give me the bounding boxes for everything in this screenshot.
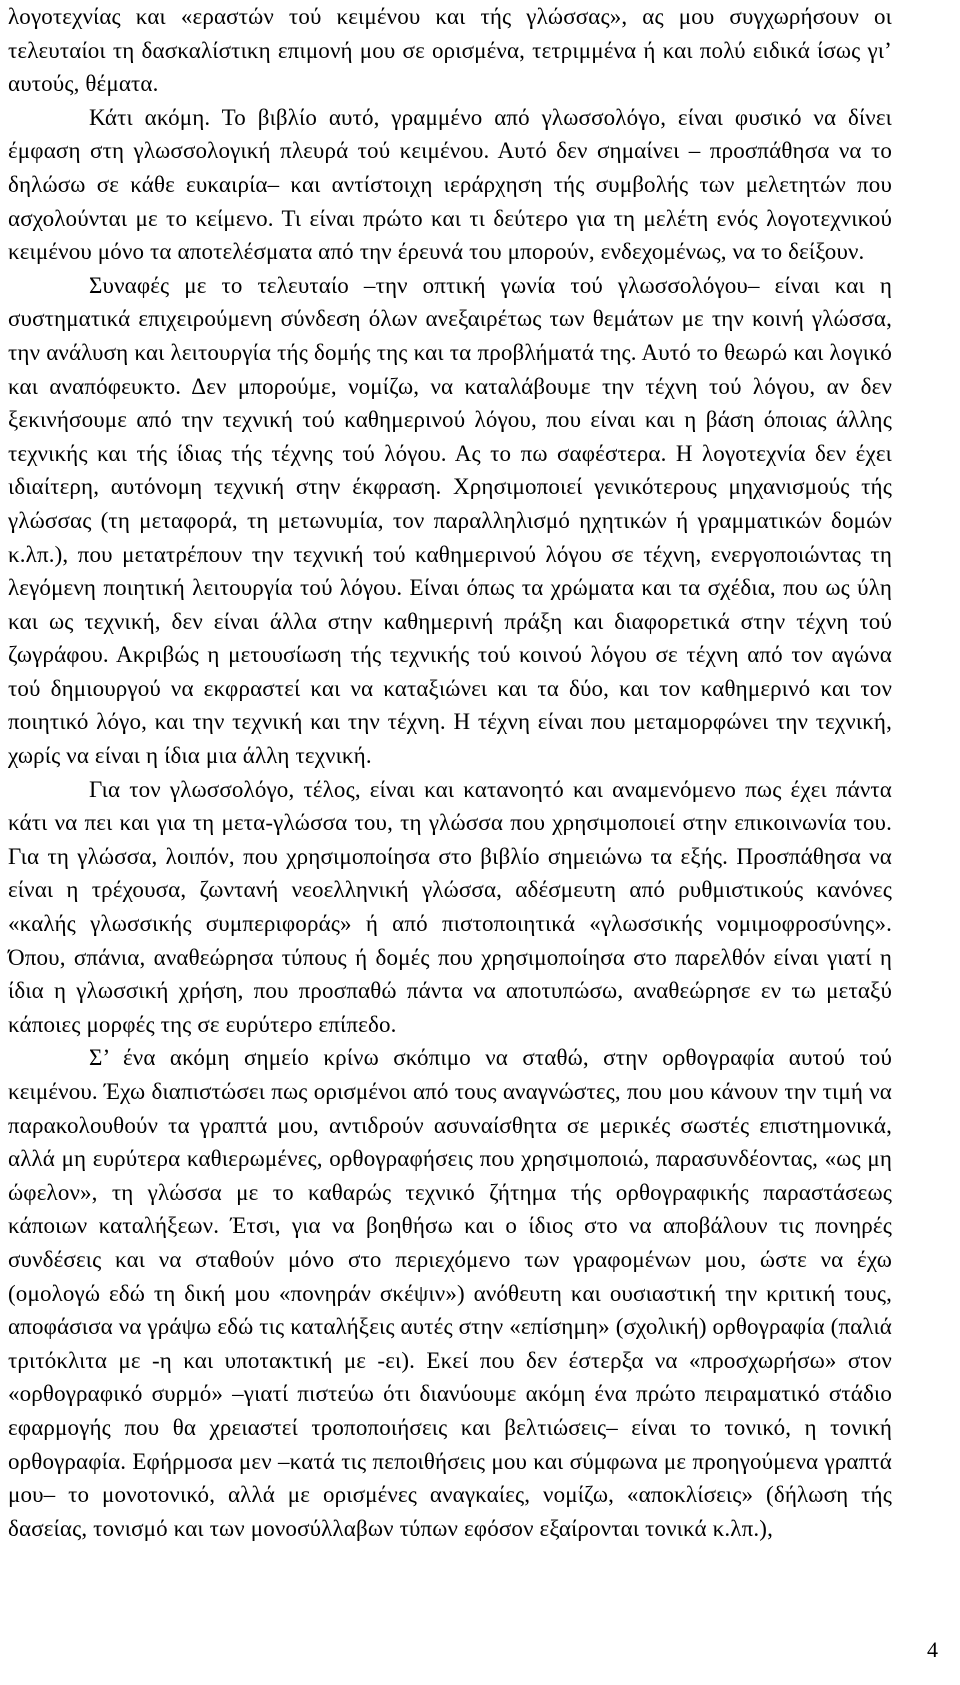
document-body — [8, 0, 892, 1545]
paragraph-5: Σ’ ένα ακόμη σημείο κρίνω σκόπιμο να σταθώ, στην ορθογραφία αυτού τού κειμένου. Έχω διαπιστώσει πως ορισμένοι από τους αναγνώστες, που μου κάνουν την τιμή να παρακολουθούν τα γραπτά μου, αντιδρούν ασυναίσθητα σε μερικές σωστές επιστημονικά, αλλά μη ευρύτερα καθιερωμένες, ορθογραφήσεις που χρησιμοποιώ, παρασυνδέοντας, «ως μη ώφελον», τη γλώσσα με το καθαρώς τεχνικό ζήτημα τής ορθογραφικής παραστάσεως κάποιων καταλήξεων. Έτσι, για να βοηθήσω και ο ίδιος στο να αποβάλουν τις πονηρές συνδέσεις και να σταθούν μόνο στο περιεχόμενο των γραφομένων μου, ώστε να έχω (ομολογώ εδώ τη δική μου «πονηράν σκέψιν») ανόθευτη και ουσιαστική την κριτική τους, αποφάσισα να γράψω εδώ τις καταλήξεις αυτές στην «επίσημη» (σχολική) ορθογραφία (παλιά τριτόκλιτα με -η και υποτακτική με -ει). Εκεί που δεν έστερξα να «προσχωρήσω» στον «ορθογραφικό συρμό» –γιατί πιστεύω ότι διανύουμε ακόμη ένα πρώτο πειραματικό στάδιο εφαρμογής που θα χρειαστεί τροποποιήσεις και βελτιώσεις– είναι το τονικό, η τονική ορθογραφία. Εφήρμοσα μεν –κατά τις πεποιθήσεις μου και σύμφωνα με προηγούμενα γραπτά μου– το μονοτονικό, αλλά με ορισμένες αναγκαίες, νομίζω, «αποκλίσεις» (δήλωση τής δασείας, τονισμό και των μονοσύλλαβων τύπων εφόσον εξαίρονται τονικά κ.λπ.), — [8, 1045, 892, 1541]
paragraph-2: Κάτι ακόμη. Το βιβλίο αυτό, γραμμένο από γλωσσολόγο, είναι φυσικό να δίνει έμφαση στη γλωσσολογική πλευρά τού κειμένου. Αυτό δεν σημαίνει – προσπάθησα να το δηλώσω σε κάθε ευκαιρία– και αντίστοιχη ιεράρχηση τής συμβολής των μελετητών που ασχολούνται με το κείμενο. Τι είναι πρώτο και τι δεύτερο για τη μελέτη ενός λογοτεχνικού κειμένου μόνο τα αποτελέσματα από την έρευνά του μπορούν, ενδεχομένως, να το δείξουν. — [8, 104, 892, 265]
paragraph-3: Συναφές με το τελευταίο –την οπτική γωνία τού γλωσσολόγου– είναι και η συστηματικά επιχειρούμενη σύνδεση όλων ανεξαιρέτως των θεμάτων με την κοινή γλώσσα, την ανάλυση και λειτουργία τής δομής της και τα προβλήματά της. Αυτό το θεωρώ και λογικό και αναπόφευκτο. Δεν μπορούμε, νομίζω, να καταλάβουμε την τέχνη τού λόγου, αν δεν ξεκινήσουμε από την τεχνική τού καθημερινού λόγου, που είναι και η βάση όποιας άλλης τεχνικής και τής ίδιας τής τέχνης τού λόγου. Ας το πω σαφέστερα. Η λογοτεχνία δεν έχει ιδιαίτερη, αυτόνομη τεχνική στην έκφραση. Χρησιμοποιεί γενικότερους μηχανισμούς τής γλώσσας (τη μεταφορά, τη μετωνυμία, τον παραλληλισμό ηχητικών ή γραμματικών δομών κ.λπ.), που μετατρέπουν την τεχνική τού καθημερινού λόγου σε τέχνη, ενεργοποιώντας τη λεγόμενη ποιητική λειτουργία τού λόγου. Είναι όπως τα χρώματα και τα σχέδια, που ως ύλη και ως τεχνική, δεν είναι άλλα στην καθημερινή πράξη και διαφορετικά στην τέχνη τού ζωγράφου. Ακριβώς η μετουσίωση τής τεχνικής τού κοινού λόγου σε τέχνη από τον αγώνα τού δημιουργού να εκφραστεί και να καταξιώνει και τα δύο, και τον καθημερινό και τον ποιητικό λόγο, και την τεχνική και την τέχνη. Η τέχνη είναι που μεταμορφώνει την τεχνική, χωρίς να είναι η ίδια μια άλλη τεχνική. — [8, 272, 892, 769]
paragraph-4: Για τον γλωσσολόγο, τέλος, είναι και κατανοητό και αναμενόμενο πως έχει πάντα κάτι να πει και για τη μετα-γλώσσα του, τη γλώσσα που χρησιμοποιεί στην επικοινωνία του. Για τη γλώσσα, λοιπόν, που χρησιμοποίησα στο βιβλίο σημειώνω τα εξής. Προσπάθησα να είναι η τρέχουσα, ζωντανή νεοελληνική γλώσσα, αδέσμευτη από ρυθμιστικούς κανόνες «καλής γλωσσικής συμπεριφοράς» ή από πιστοποιητικά «γλωσσικής νομιμοφροσύνης». Όπου, σπάνια, αναθεώρησα τύπους ή δομές που χρησιμοποίησα στο παρελθόν είναι γιατί η ίδια η γλωσσική χρήση, που προσπαθώ πάντα να αποτυπώσω, αναθεώρησε εν τω μεταξύ κάποιες μορφές της σε ευρύτερο επίπεδο. — [8, 776, 892, 1037]
paragraph-1: λογοτεχνίας και «εραστών τού κειμένου και τής γλώσσας», ας μου συγχωρήσουν οι τελευταίοι τη δασκαλίστικη επιμονή μου σε ορισμένα, τετριμμένα ή και πολύ ειδικά ίσως γι’ αυτούς, θέματα. — [8, 4, 892, 97]
page-number: 4 — [927, 1637, 938, 1662]
